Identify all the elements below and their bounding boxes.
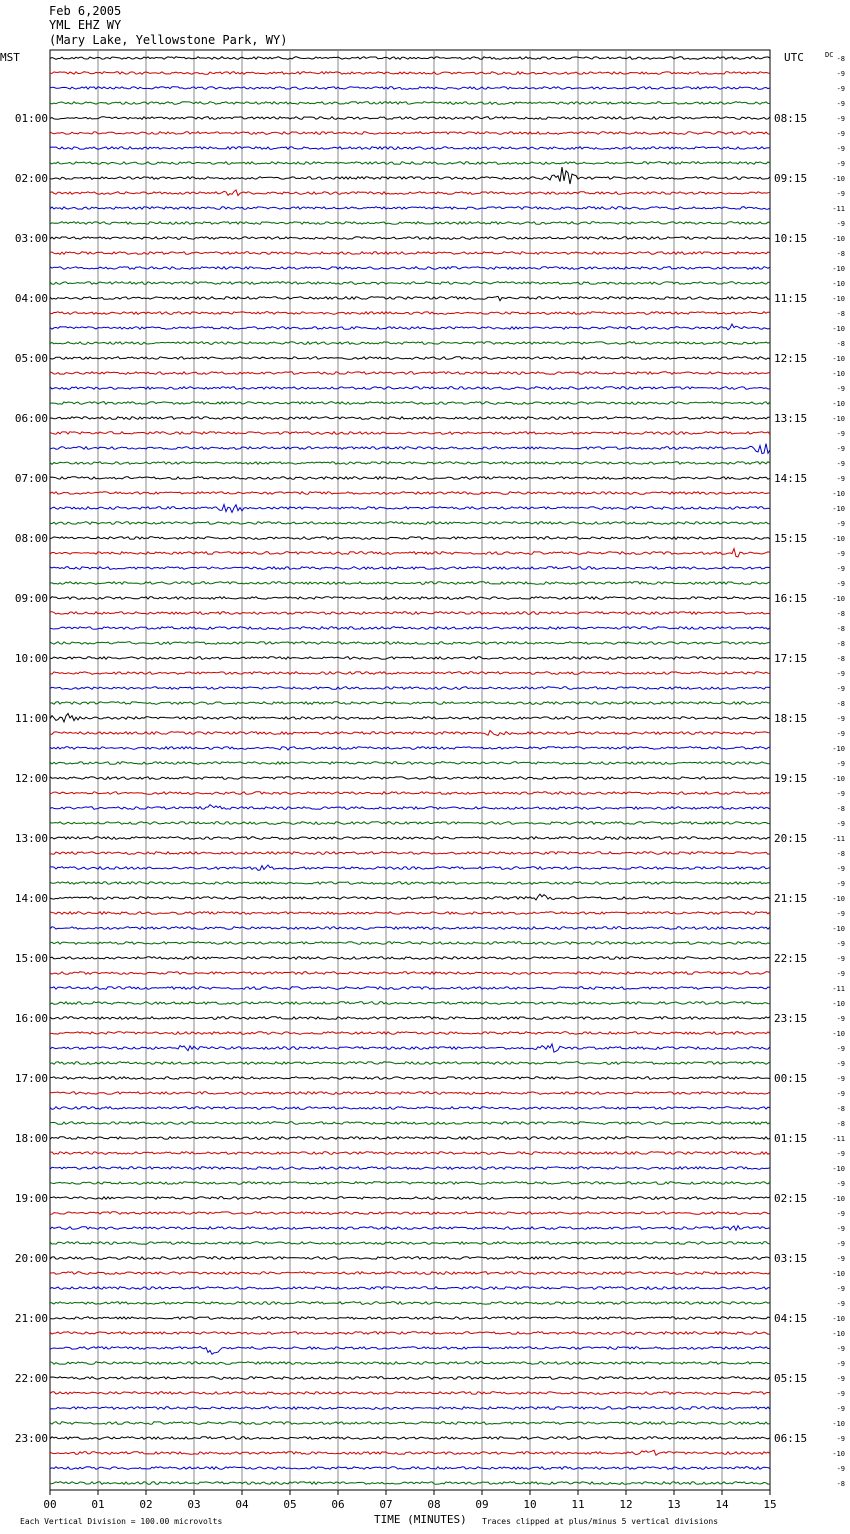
trace-line — [50, 357, 770, 360]
dc-offset-label: -9 — [836, 955, 845, 963]
right-hour-label: 22:15 — [774, 952, 808, 965]
left-hour-label: 20:00 — [14, 1252, 48, 1265]
dc-offset-label: -10 — [832, 295, 845, 303]
x-tick-label: 12 — [619, 1498, 633, 1511]
dc-offset-label: -9 — [836, 70, 845, 78]
trace-line — [50, 672, 770, 675]
trace-line — [50, 1017, 770, 1020]
dc-offset-label: -9 — [836, 940, 845, 948]
dc-offset-label: -10 — [832, 370, 845, 378]
trace-line — [50, 1107, 770, 1110]
dc-offset-label: -9 — [836, 115, 845, 123]
right-hour-label: 01:15 — [774, 1132, 808, 1145]
left-hour-label: 02:00 — [14, 172, 48, 185]
dc-offset-label: -9 — [836, 130, 845, 138]
trace-line — [50, 522, 770, 525]
dc-offset-label: -9 — [836, 760, 845, 768]
trace-line — [50, 444, 770, 454]
trace-line — [50, 102, 770, 105]
dc-offset-label: -10 — [832, 265, 845, 273]
dc-offset-label: -9 — [836, 565, 845, 573]
trace-line — [50, 1212, 770, 1215]
trace-line — [50, 837, 770, 840]
x-tick-label: 08 — [427, 1498, 441, 1511]
trace-line — [50, 597, 770, 600]
dc-offset-label: -9 — [836, 970, 845, 978]
trace-line — [50, 567, 770, 570]
right-hour-label: 19:15 — [774, 772, 808, 785]
left-hour-label: 04:00 — [14, 292, 48, 305]
dc-offset-label: -11 — [832, 1135, 845, 1143]
dc-offset-label: -10 — [832, 595, 845, 603]
dc-offset-label: -9 — [836, 580, 845, 588]
dc-offset-label: -9 — [836, 790, 845, 798]
trace-line — [50, 1257, 770, 1260]
trace-line — [50, 1197, 770, 1200]
dc-offset-label: -10 — [832, 925, 845, 933]
trace-line — [50, 207, 770, 210]
dc-offset-label: -9 — [836, 145, 845, 153]
trace-line — [50, 731, 770, 736]
right-hour-label: 14:15 — [774, 472, 808, 485]
x-tick-label: 15 — [763, 1498, 777, 1511]
dc-offset-label: -9 — [836, 1150, 845, 1158]
trace-line — [50, 894, 770, 900]
dc-offset-label: -9 — [836, 85, 845, 93]
dc-offset-label: -10 — [832, 235, 845, 243]
right-timezone-label: UTC — [784, 51, 804, 64]
left-hour-label: 01:00 — [14, 112, 48, 125]
dc-offset-label: -8 — [836, 1105, 845, 1113]
x-axis-title: TIME (MINUTES) — [374, 1513, 467, 1526]
left-hour-label: 13:00 — [14, 832, 48, 845]
dc-offset-label: -10 — [832, 1450, 845, 1458]
right-hour-label: 16:15 — [774, 592, 808, 605]
right-hour-label: 23:15 — [774, 1012, 808, 1025]
dc-offset-label: -9 — [836, 880, 845, 888]
dc-offset-label: -10 — [832, 1000, 845, 1008]
left-hour-label: 16:00 — [14, 1012, 48, 1025]
dc-offset-label: -10 — [832, 895, 845, 903]
left-hour-label: 05:00 — [14, 352, 48, 365]
dc-offset-label: -9 — [836, 520, 845, 528]
left-hour-label: 23:00 — [14, 1432, 48, 1445]
dc-offset-label: -9 — [836, 1405, 845, 1413]
dc-offset-label: -9 — [836, 1465, 845, 1473]
dc-offset-label: -9 — [836, 190, 845, 198]
dc-offset-label: -9 — [836, 1255, 845, 1263]
dc-offset-label: -9 — [836, 1345, 845, 1353]
trace-line — [50, 1332, 770, 1335]
dc-offset-label: -9 — [836, 1285, 845, 1293]
x-tick-label: 14 — [715, 1498, 729, 1511]
x-tick-label: 02 — [139, 1498, 153, 1511]
trace-line — [50, 387, 770, 390]
header-station: YML EHZ WY — [49, 18, 122, 32]
trace-line — [50, 477, 770, 480]
dc-offset-label: -10 — [832, 1315, 845, 1323]
trace-line — [50, 657, 770, 660]
dc-offset-label: -9 — [836, 430, 845, 438]
dc-offset-label: -10 — [832, 535, 845, 543]
trace-line — [50, 417, 770, 420]
trace-line — [50, 432, 770, 435]
dc-offset-label: -10 — [832, 490, 845, 498]
trace-line — [50, 865, 770, 870]
trace-line — [50, 942, 770, 945]
dc-offset-label: -8 — [836, 55, 845, 63]
dc-offset-label: -10 — [832, 1165, 845, 1173]
right-hour-label: 05:15 — [774, 1372, 808, 1385]
dc-offset-label: -8 — [836, 700, 845, 708]
dc-offset-label: -9 — [836, 475, 845, 483]
dc-offset-label: -9 — [836, 1225, 845, 1233]
dc-offset-label: -8 — [836, 1480, 845, 1488]
trace-line — [50, 222, 770, 225]
trace-line — [50, 1317, 770, 1320]
dc-offset-label: -10 — [832, 400, 845, 408]
trace-line — [50, 642, 770, 645]
trace-line — [50, 1302, 770, 1305]
trace-line — [50, 72, 770, 75]
trace-line — [50, 612, 770, 615]
right-hour-label: 03:15 — [774, 1252, 808, 1265]
dc-offset-label: -9 — [836, 1015, 845, 1023]
trace-line — [50, 549, 770, 557]
x-tick-label: 05 — [283, 1498, 297, 1511]
left-hour-label: 09:00 — [14, 592, 48, 605]
trace-line — [50, 1407, 770, 1410]
right-hour-label: 15:15 — [774, 532, 808, 545]
dc-offset-label: -9 — [836, 160, 845, 168]
trace-line — [50, 1467, 770, 1470]
dc-offset-label: -9 — [836, 1300, 845, 1308]
trace-line — [50, 852, 770, 855]
minute-gridlines — [98, 50, 722, 1490]
x-tick-label: 07 — [379, 1498, 393, 1511]
dc-offset-label: -10 — [832, 775, 845, 783]
left-hour-label: 19:00 — [14, 1192, 48, 1205]
left-hour-label: 10:00 — [14, 652, 48, 665]
trace-line — [50, 537, 770, 540]
x-tick-label: 04 — [235, 1498, 249, 1511]
left-hour-label: 12:00 — [14, 772, 48, 785]
left-hour-labels — [15, 112, 48, 1445]
dc-offset-label: -9 — [836, 445, 845, 453]
trace-line — [50, 505, 770, 513]
left-hour-label: 15:00 — [14, 952, 48, 965]
dc-offset-label: -11 — [832, 205, 845, 213]
x-axis-ticks — [43, 1490, 776, 1511]
left-timezone-label: MST — [0, 51, 20, 64]
trace-line — [50, 190, 770, 196]
dc-offset-label: -10 — [832, 1330, 845, 1338]
header-date: Feb 6,2005 — [49, 4, 122, 18]
left-hour-label: 07:00 — [14, 472, 48, 485]
right-hour-label: 06:15 — [774, 1432, 808, 1445]
dc-offset-label: -9 — [836, 1045, 845, 1053]
x-tick-label: 06 — [331, 1498, 345, 1511]
dc-offset-label: -9 — [836, 820, 845, 828]
dc-offset-label: -8 — [836, 250, 845, 258]
trace-line — [50, 762, 770, 765]
right-hour-label: 20:15 — [774, 832, 808, 845]
right-hour-label: 13:15 — [774, 412, 808, 425]
trace-line — [50, 312, 770, 315]
dc-offset-label: -9 — [836, 1375, 845, 1383]
scale-note: Each Vertical Division = 100.00 microvolts — [20, 1517, 223, 1526]
dc-offset-label: -10 — [832, 505, 845, 513]
trace-line — [50, 402, 770, 405]
left-hour-label: 06:00 — [14, 412, 48, 425]
dc-offset-label: -9 — [836, 385, 845, 393]
trace-line — [50, 1347, 770, 1355]
trace-line — [50, 972, 770, 975]
right-hour-label: 11:15 — [774, 292, 808, 305]
trace-line — [50, 1242, 770, 1245]
right-hour-label: 17:15 — [774, 652, 808, 665]
trace-line — [50, 342, 770, 345]
dc-offset-label: -9 — [836, 685, 845, 693]
trace-line — [50, 1077, 770, 1080]
trace-line — [50, 702, 770, 705]
x-tick-label: 10 — [523, 1498, 537, 1511]
dc-offset-label: -10 — [832, 415, 845, 423]
trace-line — [50, 805, 770, 810]
trace-line — [50, 117, 770, 120]
dc-offset-label: -9 — [836, 910, 845, 918]
dc-offset-label: -9 — [836, 1240, 845, 1248]
dc-label: DC — [825, 51, 834, 59]
dc-offset-label: -8 — [836, 310, 845, 318]
dc-offset-label: -8 — [836, 340, 845, 348]
trace-line — [50, 822, 770, 825]
x-tick-label: 13 — [667, 1498, 681, 1511]
dc-offset-label: -8 — [836, 1120, 845, 1128]
x-tick-label: 01 — [91, 1498, 105, 1511]
trace-line — [50, 1362, 770, 1365]
trace-line — [50, 1002, 770, 1005]
trace-line — [50, 1092, 770, 1095]
trace-line — [50, 167, 770, 184]
trace-line — [50, 687, 770, 690]
trace-line — [50, 252, 770, 255]
left-hour-label: 17:00 — [14, 1072, 48, 1085]
dc-offset-label: -9 — [836, 460, 845, 468]
trace-line — [50, 237, 770, 240]
right-hour-label: 04:15 — [774, 1312, 808, 1325]
trace-line — [50, 927, 770, 930]
trace-line — [50, 1482, 770, 1485]
dc-offset-label: -9 — [836, 865, 845, 873]
dc-offset-label: -10 — [832, 1030, 845, 1038]
dc-offset-label: -9 — [836, 1360, 845, 1368]
trace-line — [50, 1167, 770, 1170]
trace-line — [50, 462, 770, 465]
trace-line — [50, 1437, 770, 1440]
right-hour-label: 12:15 — [774, 352, 808, 365]
trace-line — [50, 132, 770, 135]
dc-offset-labels — [832, 55, 845, 1488]
dc-offset-label: -10 — [832, 1420, 845, 1428]
trace-line — [50, 987, 770, 990]
trace-line — [50, 582, 770, 585]
dc-offset-label: -10 — [832, 745, 845, 753]
trace-line — [50, 1287, 770, 1290]
left-hour-label: 03:00 — [14, 232, 48, 245]
dc-offset-label: -8 — [836, 610, 845, 618]
right-hour-label: 09:15 — [774, 172, 808, 185]
left-hour-label: 21:00 — [14, 1312, 48, 1325]
right-hour-label: 21:15 — [774, 892, 808, 905]
x-tick-label: 03 — [187, 1498, 201, 1511]
trace-line — [50, 162, 770, 165]
dc-offset-label: -9 — [836, 1210, 845, 1218]
dc-offset-label: -9 — [836, 1060, 845, 1068]
x-tick-label: 11 — [571, 1498, 585, 1511]
header-location: (Mary Lake, Yellowstone Park, WY) — [49, 33, 288, 47]
right-hour-label: 02:15 — [774, 1192, 808, 1205]
dc-offset-label: -10 — [832, 325, 845, 333]
trace-line — [50, 882, 770, 885]
dc-offset-label: -8 — [836, 640, 845, 648]
dc-offset-label: -8 — [836, 655, 845, 663]
trace-line — [50, 147, 770, 150]
trace-line — [50, 1377, 770, 1380]
right-hour-label: 00:15 — [774, 1072, 808, 1085]
clip-note: Traces clipped at plus/minus 5 vertical divisions — [482, 1517, 719, 1526]
left-hour-label: 08:00 — [14, 532, 48, 545]
trace-line — [50, 777, 770, 780]
trace-line — [50, 792, 770, 795]
dc-offset-label: -9 — [836, 100, 845, 108]
dc-offset-label: -9 — [836, 550, 845, 558]
trace-line — [50, 1226, 770, 1231]
trace-line — [50, 1272, 770, 1275]
left-hour-label: 18:00 — [14, 1132, 48, 1145]
trace-line — [50, 1182, 770, 1185]
dc-offset-label: -9 — [836, 1075, 845, 1083]
dc-offset-label: -9 — [836, 715, 845, 723]
right-hour-label: 08:15 — [774, 112, 808, 125]
dc-offset-label: -8 — [836, 850, 845, 858]
trace-line — [50, 1032, 770, 1035]
left-hour-label: 22:00 — [14, 1372, 48, 1385]
dc-offset-label: -10 — [832, 1270, 845, 1278]
dc-offset-label: -11 — [832, 985, 845, 993]
dc-offset-label: -9 — [836, 730, 845, 738]
dc-offset-label: -10 — [832, 355, 845, 363]
dc-offset-label: -9 — [836, 1180, 845, 1188]
left-hour-label: 11:00 — [14, 712, 48, 725]
dc-offset-label: -11 — [832, 835, 845, 843]
dc-offset-label: -9 — [836, 1435, 845, 1443]
trace-line — [50, 714, 770, 722]
trace-line — [50, 87, 770, 90]
trace-line — [50, 747, 770, 750]
dc-offset-label: -8 — [836, 805, 845, 813]
left-hour-label: 14:00 — [14, 892, 48, 905]
trace-line — [50, 1062, 770, 1065]
x-tick-label: 00 — [43, 1498, 57, 1511]
trace-line — [50, 1152, 770, 1155]
trace-line — [50, 627, 770, 630]
dc-offset-label: -9 — [836, 670, 845, 678]
right-hour-label: 10:15 — [774, 232, 808, 245]
dc-offset-label: -9 — [836, 220, 845, 228]
dc-offset-label: -9 — [836, 1390, 845, 1398]
trace-line — [50, 1044, 770, 1052]
trace-line — [50, 57, 770, 60]
seismic-traces — [50, 57, 770, 1485]
trace-line — [50, 1392, 770, 1395]
trace-line — [50, 492, 770, 495]
dc-offset-label: -10 — [832, 280, 845, 288]
trace-line — [50, 282, 770, 285]
trace-line — [50, 324, 770, 330]
trace-line — [50, 912, 770, 915]
dc-offset-label: -9 — [836, 1090, 845, 1098]
trace-line — [50, 296, 770, 300]
trace-line — [50, 1122, 770, 1125]
dc-offset-label: -10 — [832, 1195, 845, 1203]
right-hour-labels — [774, 112, 807, 1445]
dc-offset-label: -8 — [836, 625, 845, 633]
dc-offset-label: -10 — [832, 175, 845, 183]
trace-line — [50, 957, 770, 960]
trace-line — [50, 372, 770, 375]
trace-line — [50, 1450, 770, 1455]
right-hour-label: 18:15 — [774, 712, 808, 725]
trace-line — [50, 1137, 770, 1140]
x-tick-label: 09 — [475, 1498, 489, 1511]
trace-line — [50, 267, 770, 270]
trace-line — [50, 1422, 770, 1425]
